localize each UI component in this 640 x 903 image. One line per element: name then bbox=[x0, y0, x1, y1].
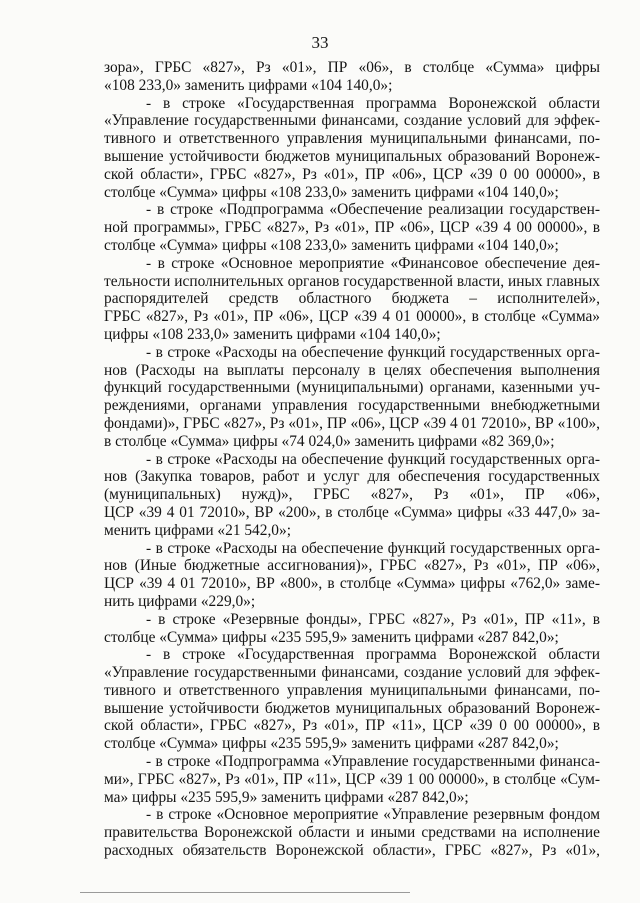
text-line: нов (Иные бюджетные ассигнования)», ГРБС «827», Рз «01», ПР «06», bbox=[104, 557, 600, 575]
text-line: ЦСР «39 4 01 72010», ВР «200», в столбце «Сумма» цифры «33 447,0» за- bbox=[104, 503, 600, 521]
text-line: расходных обязательств Воронежской области», ГРБС «827», Рз «01», bbox=[104, 842, 600, 860]
text-line: ской области», ГРБС «827», Рз «01», ПР «06», ЦСР «39 0 00 00000», в bbox=[104, 165, 600, 183]
text-line: - в строке «Подпрограмма «Управление государственными финанса- bbox=[146, 753, 600, 771]
text-line: нить цифрами «229,0»; bbox=[104, 592, 256, 610]
text-line: ской области», ГРБС «827», Рз «01», ПР «11», ЦСР «39 0 00 00000», в bbox=[104, 717, 600, 735]
text-line: столбце «Сумма» цифры «235 595,9» заменить цифрами «287 842,0»; bbox=[104, 735, 559, 753]
text-line: - в строке «Государственная программа Воронежской области bbox=[146, 646, 600, 664]
text-line: - в строке «Основное мероприятие «Управление резервным фондом bbox=[146, 806, 600, 824]
text-line: зора», ГРБС «827», Рз «01», ПР «06», в столбце «Сумма» цифры bbox=[104, 59, 600, 76]
text-line: функций государственными (муниципальными) органами, казенными уч- bbox=[104, 379, 600, 397]
text-line: нов (Закупка товаров, работ и услуг для обеспечения государственных bbox=[104, 468, 600, 486]
text-line: тельности исполнительных органов государственной власти, иных главных bbox=[104, 272, 600, 290]
text-line: «108 233,0» заменить цифрами «104 140,0»; bbox=[104, 76, 393, 94]
text-line: столбце «Сумма» цифры «235 595,9» заменить цифрами «287 842,0»; bbox=[104, 628, 559, 646]
text-line: ГРБС «827», Рз «01», ПР «06», ЦСР «39 4 01 00000», в столбце «Сумма» bbox=[104, 308, 600, 326]
text-line: «Управление государственными финансами, создание условий для эффек- bbox=[104, 664, 600, 682]
page-number: 33 bbox=[311, 33, 329, 52]
text-line: тивного и ответственного управления муниципальными финансами, по- bbox=[104, 681, 600, 699]
text-line: нов (Расходы на выплаты персоналу в целях обеспечения выполнения bbox=[104, 361, 600, 379]
text-line: - в строке «Резервные фонды», ГРБС «827», Рз «01», ПР «11», в bbox=[146, 610, 600, 628]
text-line: цифры «108 233,0» заменить цифрами «104 140,0»; bbox=[104, 325, 441, 343]
text-line: ЦСР «39 4 01 72010», ВР «800», в столбце «Сумма» цифры «762,0» заме- bbox=[104, 575, 600, 593]
text-line: столбце «Сумма» цифры «108 233,0» заменить цифрами «104 140,0»; bbox=[104, 236, 559, 254]
text-line: тивного и ответственного управления муниципальными финансами, по- bbox=[104, 130, 600, 148]
text-line: - в строке «Государственная программа Воронежской области bbox=[146, 94, 600, 112]
text-line: реждениями, органами управления государственными внебюджетными bbox=[104, 397, 600, 415]
text-line: ма» цифры «235 595,9» заменить цифрами «287 842,0»; bbox=[104, 788, 469, 806]
text-line: ми», ГРБС «827», Рз «01», ПР «11», ЦСР «39 1 00 00000», в столбце «Сум- bbox=[104, 770, 600, 788]
document-body bbox=[104, 59, 600, 860]
text-line: вышение устойчивости бюджетов муниципальных образований Воронеж- bbox=[104, 699, 600, 717]
text-line: в столбце «Сумма» цифры «74 024,0» заменить цифрами «82 369,0»; bbox=[104, 432, 555, 450]
text-line: - в строке «Подпрограмма «Обеспечение реализации государствен- bbox=[146, 201, 600, 219]
text-line: вышение устойчивости бюджетов муниципальных образований Воронеж- bbox=[104, 147, 600, 165]
text-line: фондами)», ГРБС «827», Рз «01», ПР «06», ЦСР «39 4 01 72010», ВР «100», bbox=[104, 414, 600, 432]
text-line: - в строке «Расходы на обеспечение функций государственных орга- bbox=[146, 343, 600, 361]
text-line: распорядителей средств областного бюджета – исполнителей», bbox=[104, 290, 600, 308]
text-line: (муниципальных) нужд)», ГРБС «827», Рз «01», ПР «06», bbox=[104, 486, 600, 504]
text-line: - в строке «Основное мероприятие «Финансовое обеспечение дея- bbox=[146, 254, 600, 272]
text-line: правительства Воронежской области и иными средствами на исполнение bbox=[104, 824, 600, 842]
page-bottom-rule bbox=[80, 892, 410, 893]
text-line: ной программы», ГРБС «827», Рз «01», ПР «06», ЦСР «39 4 00 00000», в bbox=[104, 219, 600, 237]
text-line: «Управление государственными финансами, создание условий для эффек- bbox=[104, 112, 600, 130]
text-line: - в строке «Расходы на обеспечение функций государственных орга- bbox=[146, 539, 600, 557]
text-line: менить цифрами «21 542,0»; bbox=[104, 521, 291, 539]
text-line: - в строке «Расходы на обеспечение функций государственных орга- bbox=[146, 450, 600, 468]
text-line: столбце «Сумма» цифры «108 233,0» заменить цифрами «104 140,0»; bbox=[104, 183, 559, 201]
